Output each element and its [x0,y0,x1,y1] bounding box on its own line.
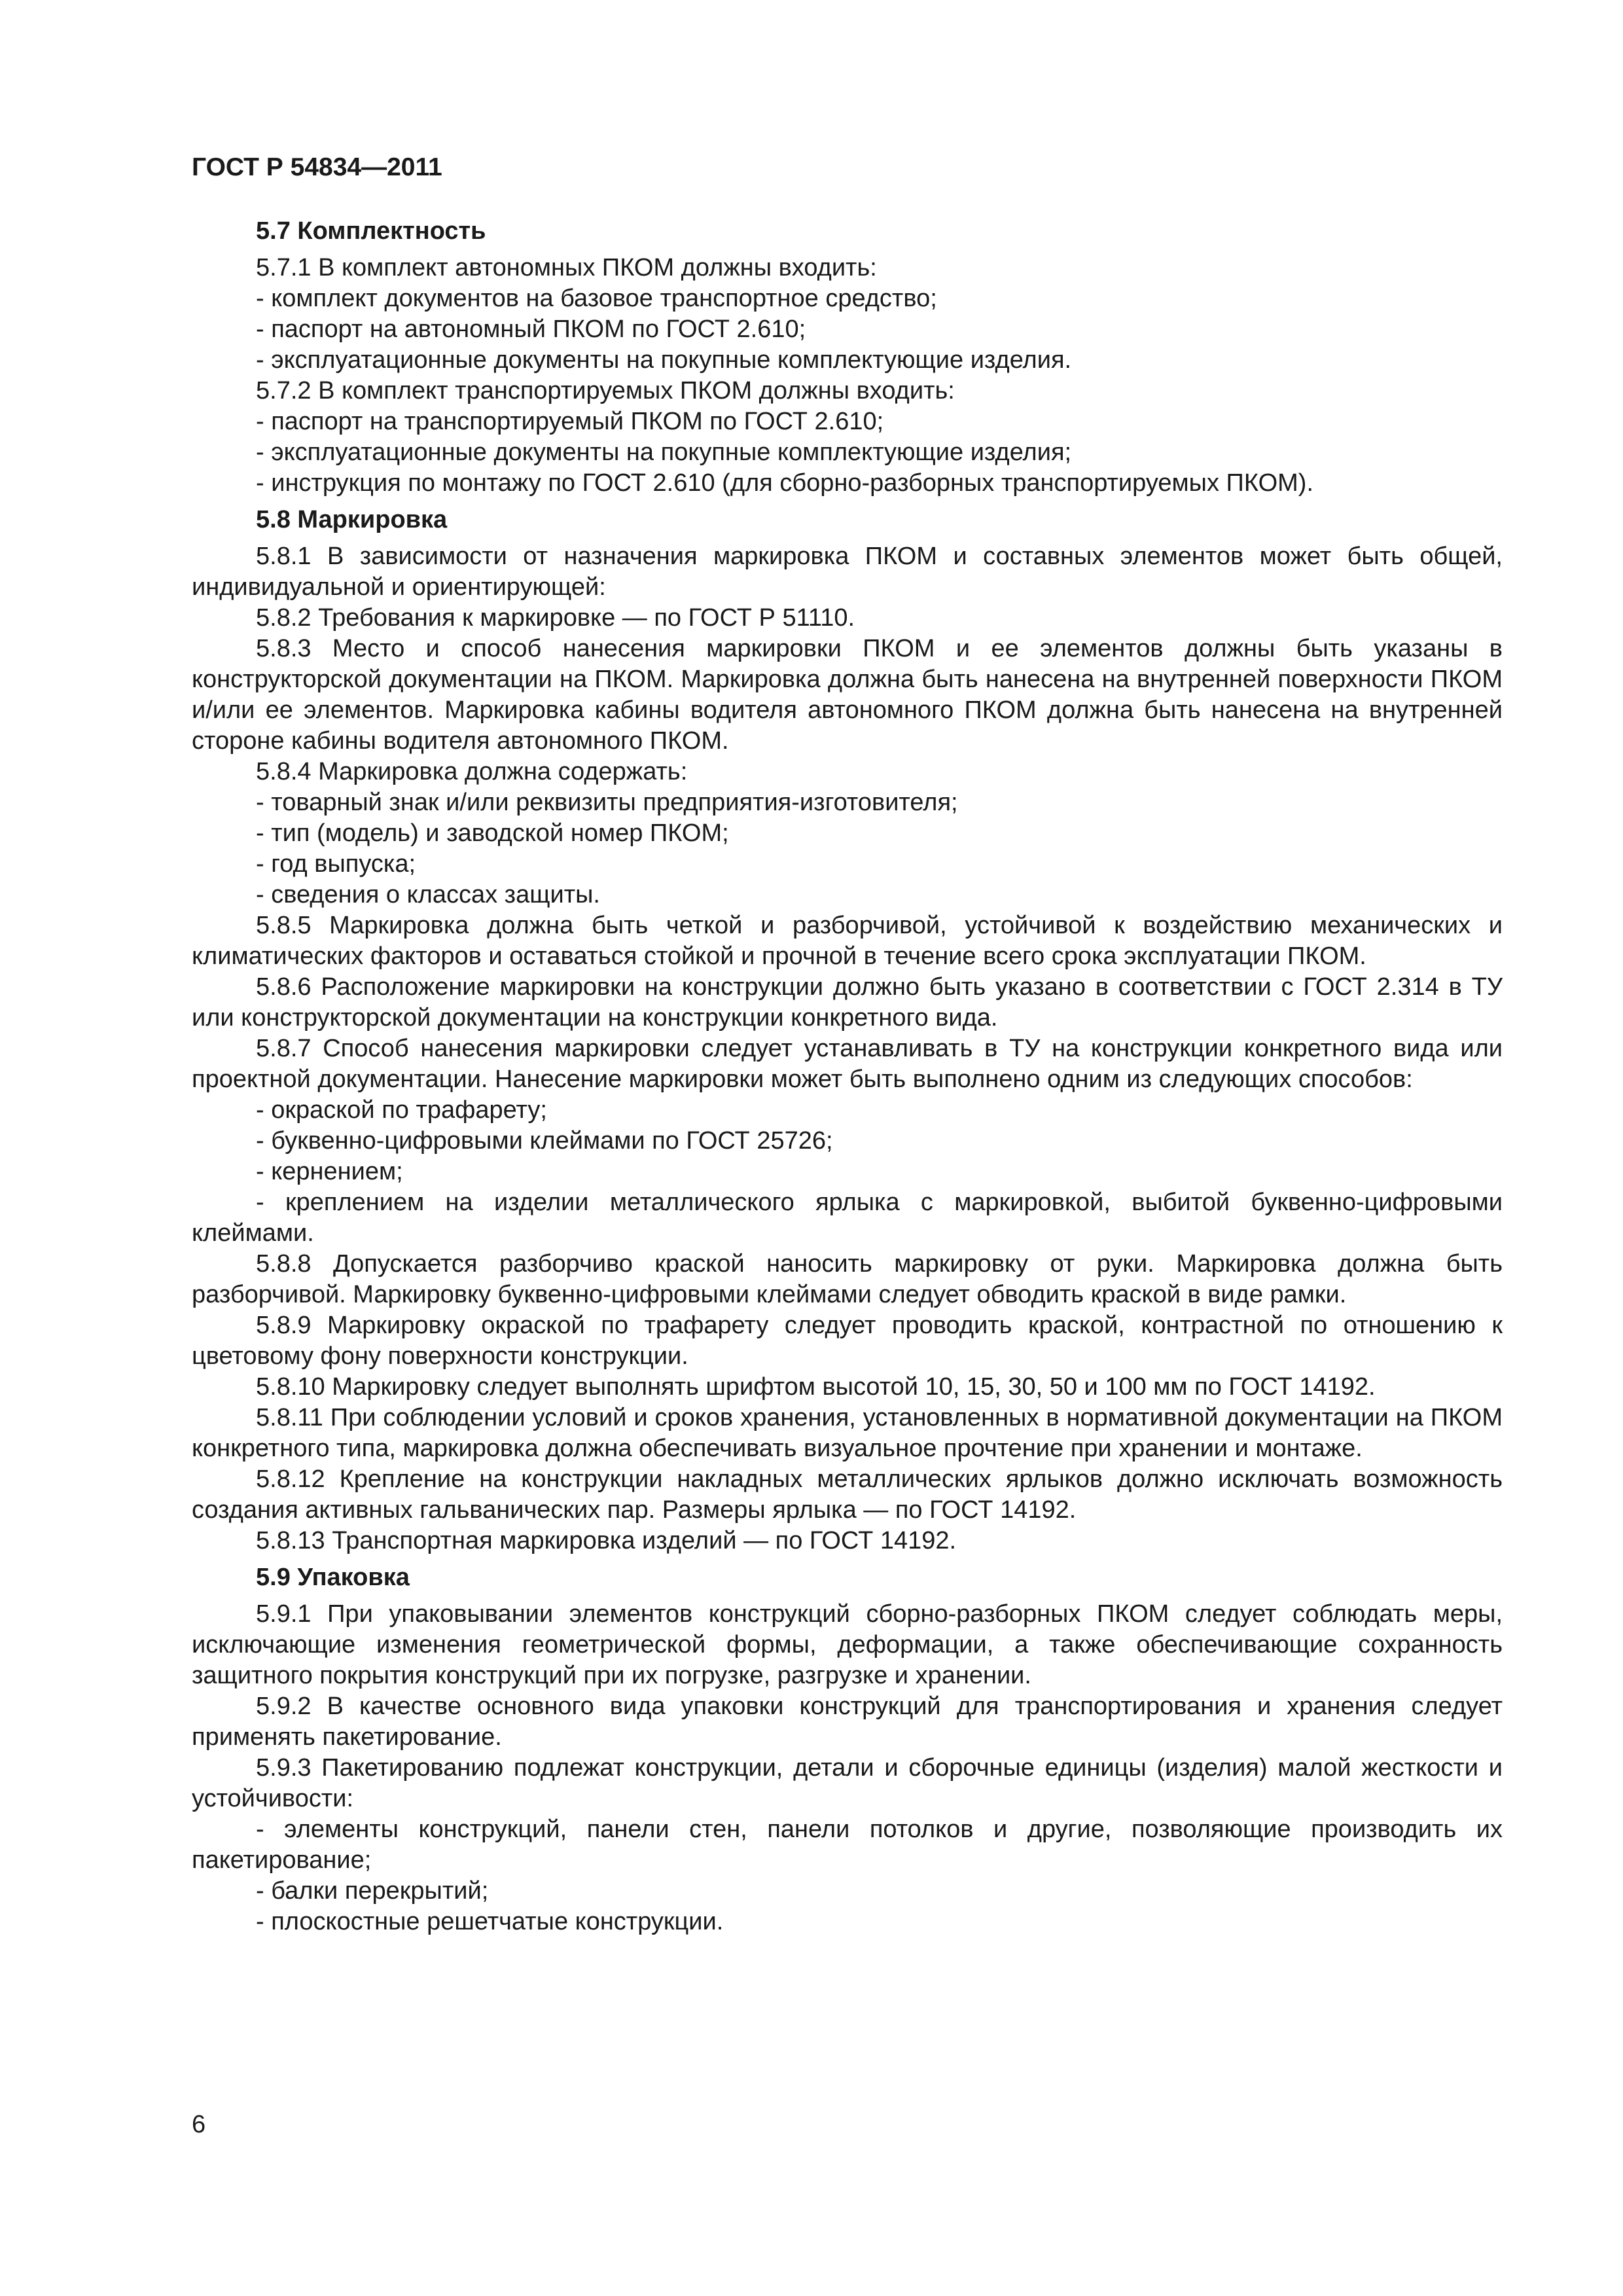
list-item: - плоскостные решетчатые конструкции. [256,1908,724,1935]
section-5-7 [192,216,1503,499]
paragraph: 5.9.1 При упаковывании элементов конструкций сборно-разборных ПКОМ следует соблюдать меры, исключающие изменения геометрической формы, деформации, а также обеспечивающие сохранность защитного покрытия конструкций при их погрузке, разгрузке и хранении. [192,1600,1503,1689]
document-body [192,216,1503,1937]
paragraph: 5.8.10 Маркировку следует выполнять шрифтом высотой 10, 15, 30, 50 и 100 мм по ГОСТ 14192. [256,1373,1376,1401]
list-item: - паспорт на транспортируемый ПКОМ по ГОСТ 2.610; [256,408,884,435]
paragraph: 5.8.8 Допускается разборчиво краской наносить маркировку от руки. Маркировка должна быть разборчивой. Маркировку буквенно-цифровыми клеймами следует обводить краской в виде рамки. [192,1250,1503,1308]
paragraph: 5.8.6 Расположение маркировки на конструкции должно быть указано в соответствии с ГОСТ 2.314 в ТУ или конструкторской документации на конструкции конкретного вида. [192,973,1503,1031]
list-item: - элементы конструкций, панели стен, панели потолков и другие, позволяющие производить их пакетирование; [192,1816,1503,1874]
list-item: - окраской по трафарету; [256,1096,547,1124]
paragraph: 5.7.1 В комплект автономных ПКОМ должны входить: [256,254,877,281]
list-item: - комплект документов на базовое транспортное средство; [256,285,937,312]
paragraph: 5.8.13 Транспортная маркировка изделий — по ГОСТ 14192. [256,1527,957,1554]
paragraph: 5.8.12 Крепление на конструкции накладных металлических ярлыков должно исключать возможность создания активных гальванических пар. Размеры ярлыка — по ГОСТ 14192. [192,1465,1503,1524]
paragraph: 5.8.2 Требования к маркировке — по ГОСТ Р 51110. [256,604,855,632]
list-item: - товарный знак и/или реквизиты предприятия-изготовителя; [256,789,958,816]
paragraph: 5.9.2 В качестве основного вида упаковки конструкций для транспортирования и хранения следует применять пакетирование. [192,1693,1503,1751]
paragraph: 5.8.4 Маркировка должна содержать: [256,758,688,785]
paragraph: 5.7.2 В комплект транспортируемых ПКОМ должны входить: [256,377,955,404]
paragraph: 5.8.1 В зависимости от назначения маркировка ПКОМ и составных элементов может быть общей, индивидуальной и ориентирующей: [192,543,1503,601]
list-item: - эксплуатационные документы на покупные комплектующие изделия. [256,346,1072,374]
paragraph: 5.9.3 Пакетированию подлежат конструкции, детали и сборочные единицы (изделия) малой жесткости и устойчивости: [192,1754,1503,1812]
list-item: - креплением на изделии металлического ярлыка с маркировкой, выбитой буквенно-цифровыми клеймами. [192,1189,1503,1247]
list-item: - сведения о классах защиты. [256,881,600,908]
paragraph: 5.8.11 При соблюдении условий и сроков хранения, установленных в нормативной документации на ПКОМ конкретного типа, маркировка должна обеспечивать визуальное прочтение при хранении и монтаже. [192,1404,1503,1462]
list-item: - буквенно-цифровыми клеймами по ГОСТ 25726; [256,1127,833,1155]
section-5-9 [192,1562,1503,1937]
document-code-header: ГОСТ Р 54834—2011 [192,153,442,181]
paragraph: 5.8.9 Маркировку окраской по трафарету следует проводить краской, контрастной по отношению к цветовому фону поверхности конструкции. [192,1312,1503,1370]
section-title: 5.7 Комплектность [256,217,486,245]
page-number: 6 [192,2111,206,2138]
section-title: 5.8 Маркировка [256,506,448,533]
list-item: - кернением; [256,1158,403,1185]
paragraph: 5.8.7 Способ нанесения маркировки следует устанавливать в ТУ на конструкции конкретного вида или проектной документации. Нанесение маркировки может быть выполнено одним из следующих способов: [192,1035,1503,1093]
section-title: 5.9 Упаковка [256,1564,410,1591]
list-item: - тип (модель) и заводской номер ПКОМ; [256,819,729,847]
paragraph: 5.8.5 Маркировка должна быть четкой и разборчивой, устойчивой к воздействию механических и климатических факторов и оставаться стойкой и прочной в течение всего срока эксплуатации ПКОМ. [192,912,1503,970]
list-item: - год выпуска; [256,850,416,878]
section-5-8 [192,505,1503,1556]
list-item: - инструкция по монтажу по ГОСТ 2.610 (для сборно-разборных транспортируемых ПКОМ). [256,469,1314,497]
list-item: - эксплуатационные документы на покупные комплектующие изделия; [256,439,1072,466]
document-page [192,152,1503,1937]
list-item: - паспорт на автономный ПКОМ по ГОСТ 2.610; [256,315,806,343]
paragraph: 5.8.3 Место и способ нанесения маркировки ПКОМ и ее элементов должны быть указаны в конструкторской документации на ПКОМ. Маркировка должна быть нанесена на внутренней поверхности ПКОМ и/или ее элементов. Маркировка кабины водителя автономного ПКОМ должна быть нанесена на внутренней стороне кабины водителя автономного ПКОМ. [192,635,1503,755]
list-item: - балки перекрытий; [256,1877,489,1905]
